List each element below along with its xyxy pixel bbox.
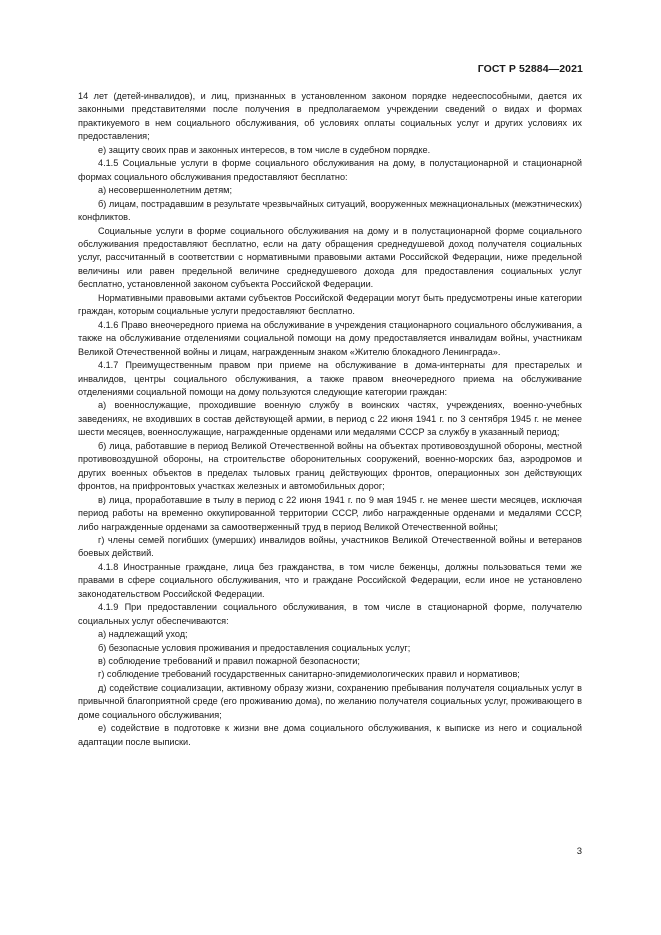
paragraph: е) содействие в подготовке к жизни вне дома социального обслуживания, к выписке из него и социальной адаптации после выписки. <box>78 723 582 747</box>
paragraph: 4.1.7 Преимущественным правом при приеме на обслуживание в дома-интернаты для престарелых и инвалидов, центры социального обслуживания, а также правом внеочередного приема на обслуживание отделениями социальной помощи на дому пользуются следующие категории граждан: <box>78 360 582 397</box>
paragraph: в) соблюдение требований и правил пожарной безопасности; <box>98 656 360 667</box>
paragraph: б) лицам, пострадавшим в результате чрезвычайных ситуаций, вооруженных межнациональных (межэтнических) конфликтов. <box>78 198 582 223</box>
paragraph: е) защиту своих прав и законных интересов, в том числе в судебном порядке. <box>98 144 431 155</box>
paragraph: 4.1.9 При предоставлении социального обслуживания, в том числе в стационарной форме, получателю социальных услуг обеспечиваются: <box>78 602 582 626</box>
paragraph: б) лица, работавшие в период Великой Отечественной войны на объектах противовоздушной обороны, местной противовоздушной обороны, на строительстве оборонительных сооружений, военно-морских баз, аэродромов и других военных объектов в пределах тыловых границ действующих фронтов, операционных зон действующих фронтов, на прифронтовых участках железных и автомобильных дорог; <box>78 440 582 492</box>
paragraph: а) несовершеннолетним детям; <box>98 185 232 196</box>
paragraph: Социальные услуги в форме социального обслуживания на дому и в полустационарной форме социального обслуживания предоставляют бесплатно, если на дату обращения среднедушевой доход получателя социальных услуг, рассчитанный в соответствии с нормативными правовыми актами Российской Федерации, ниже предельной величины или равен предельной величине среднедушевого дохода для предоставления социальных услуг бесплатно, установленной законом субъекта Российской Федерации. <box>78 225 582 290</box>
paragraph: 4.1.8 Иностранные граждане, лица без гражданства, в том числе беженцы, должны пользоваться теми же правами в сфере социального обслуживания, что и граждане Российской Федерации, если иное не установлено законодательством Российской Федерации. <box>78 561 582 599</box>
paragraph: б) безопасные условия проживания и предоставления социальных услуг; <box>98 642 411 653</box>
document-header-standard-id: ГОСТ Р 52884—2021 <box>477 63 583 75</box>
paragraph: в) лица, проработавшие в тылу в период с 22 июня 1941 г. по 9 мая 1945 г. не менее шести месяцев, исключая период работы на временно оккупированной территории СССР, либо награжденные орденами и медалями СССР, либо награжденные орденами за самоотверженный труд в период Великой Отечественной войны; <box>78 494 582 532</box>
paragraph: г) соблюдение требований государственных санитарно-эпидемиологических правил и нормативов; <box>98 669 520 680</box>
paragraph: 4.1.5 Социальные услуги в форме социального обслуживания на дому, в полустационарной и стационарной формах социального обслуживания предоставляют бесплатно: <box>78 158 582 182</box>
paragraph: 14 лет (детей-инвалидов), и лиц, признанных в установленном законом порядке недееспособными, дается их законными представителями после получения в предполагаемом учреждении сведений о видах и формах практикуемого в нем социального обслуживания, об условиях оплаты социальных услуг и других условиях их предоставления; <box>78 91 582 142</box>
document-body <box>78 90 582 749</box>
paragraph: д) содействие социализации, активному образу жизни, сохранению пребывания получателя социальных услуг в привычной благоприятной среде (его проживанию дома), по желанию получателя социальных услуг, проживающего в доме социального обслуживания; <box>78 682 582 720</box>
paragraph: Нормативными правовыми актами субъектов Российской Федерации могут быть предусмотрены иные категории граждан, которым социальные услуги предоставляют бесплатно. <box>78 292 582 317</box>
paragraph: а) надлежащий уход; <box>98 629 188 640</box>
paragraph: а) военнослужащие, проходившие военную службу в воинских частях, учреждениях, военно-учебных заведениях, не входивших в состав действующей армии, в период с 22 июня 1941 г. по 3 сентября 1945 г. не менее шести месяцев, военнослужащие, награжденные орденами или медалями СССР за службу в указанный период; <box>78 400 582 438</box>
paragraph: г) члены семей погибших (умерших) инвалидов войны, участников Великой Отечественной войны и ветеранов боевых действий. <box>78 534 582 559</box>
paragraph: 4.1.6 Право внеочередного приема на обслуживание в учреждения стационарного социального обслуживания, а также на обслуживание отделениями социальной помощи на дому предоставляется инвалидам войны, участникам Великой Отечественной войны и лицам, награжденным знаком «Жителю блокадного Ленинграда». <box>78 319 582 357</box>
page-number: 3 <box>576 846 582 857</box>
